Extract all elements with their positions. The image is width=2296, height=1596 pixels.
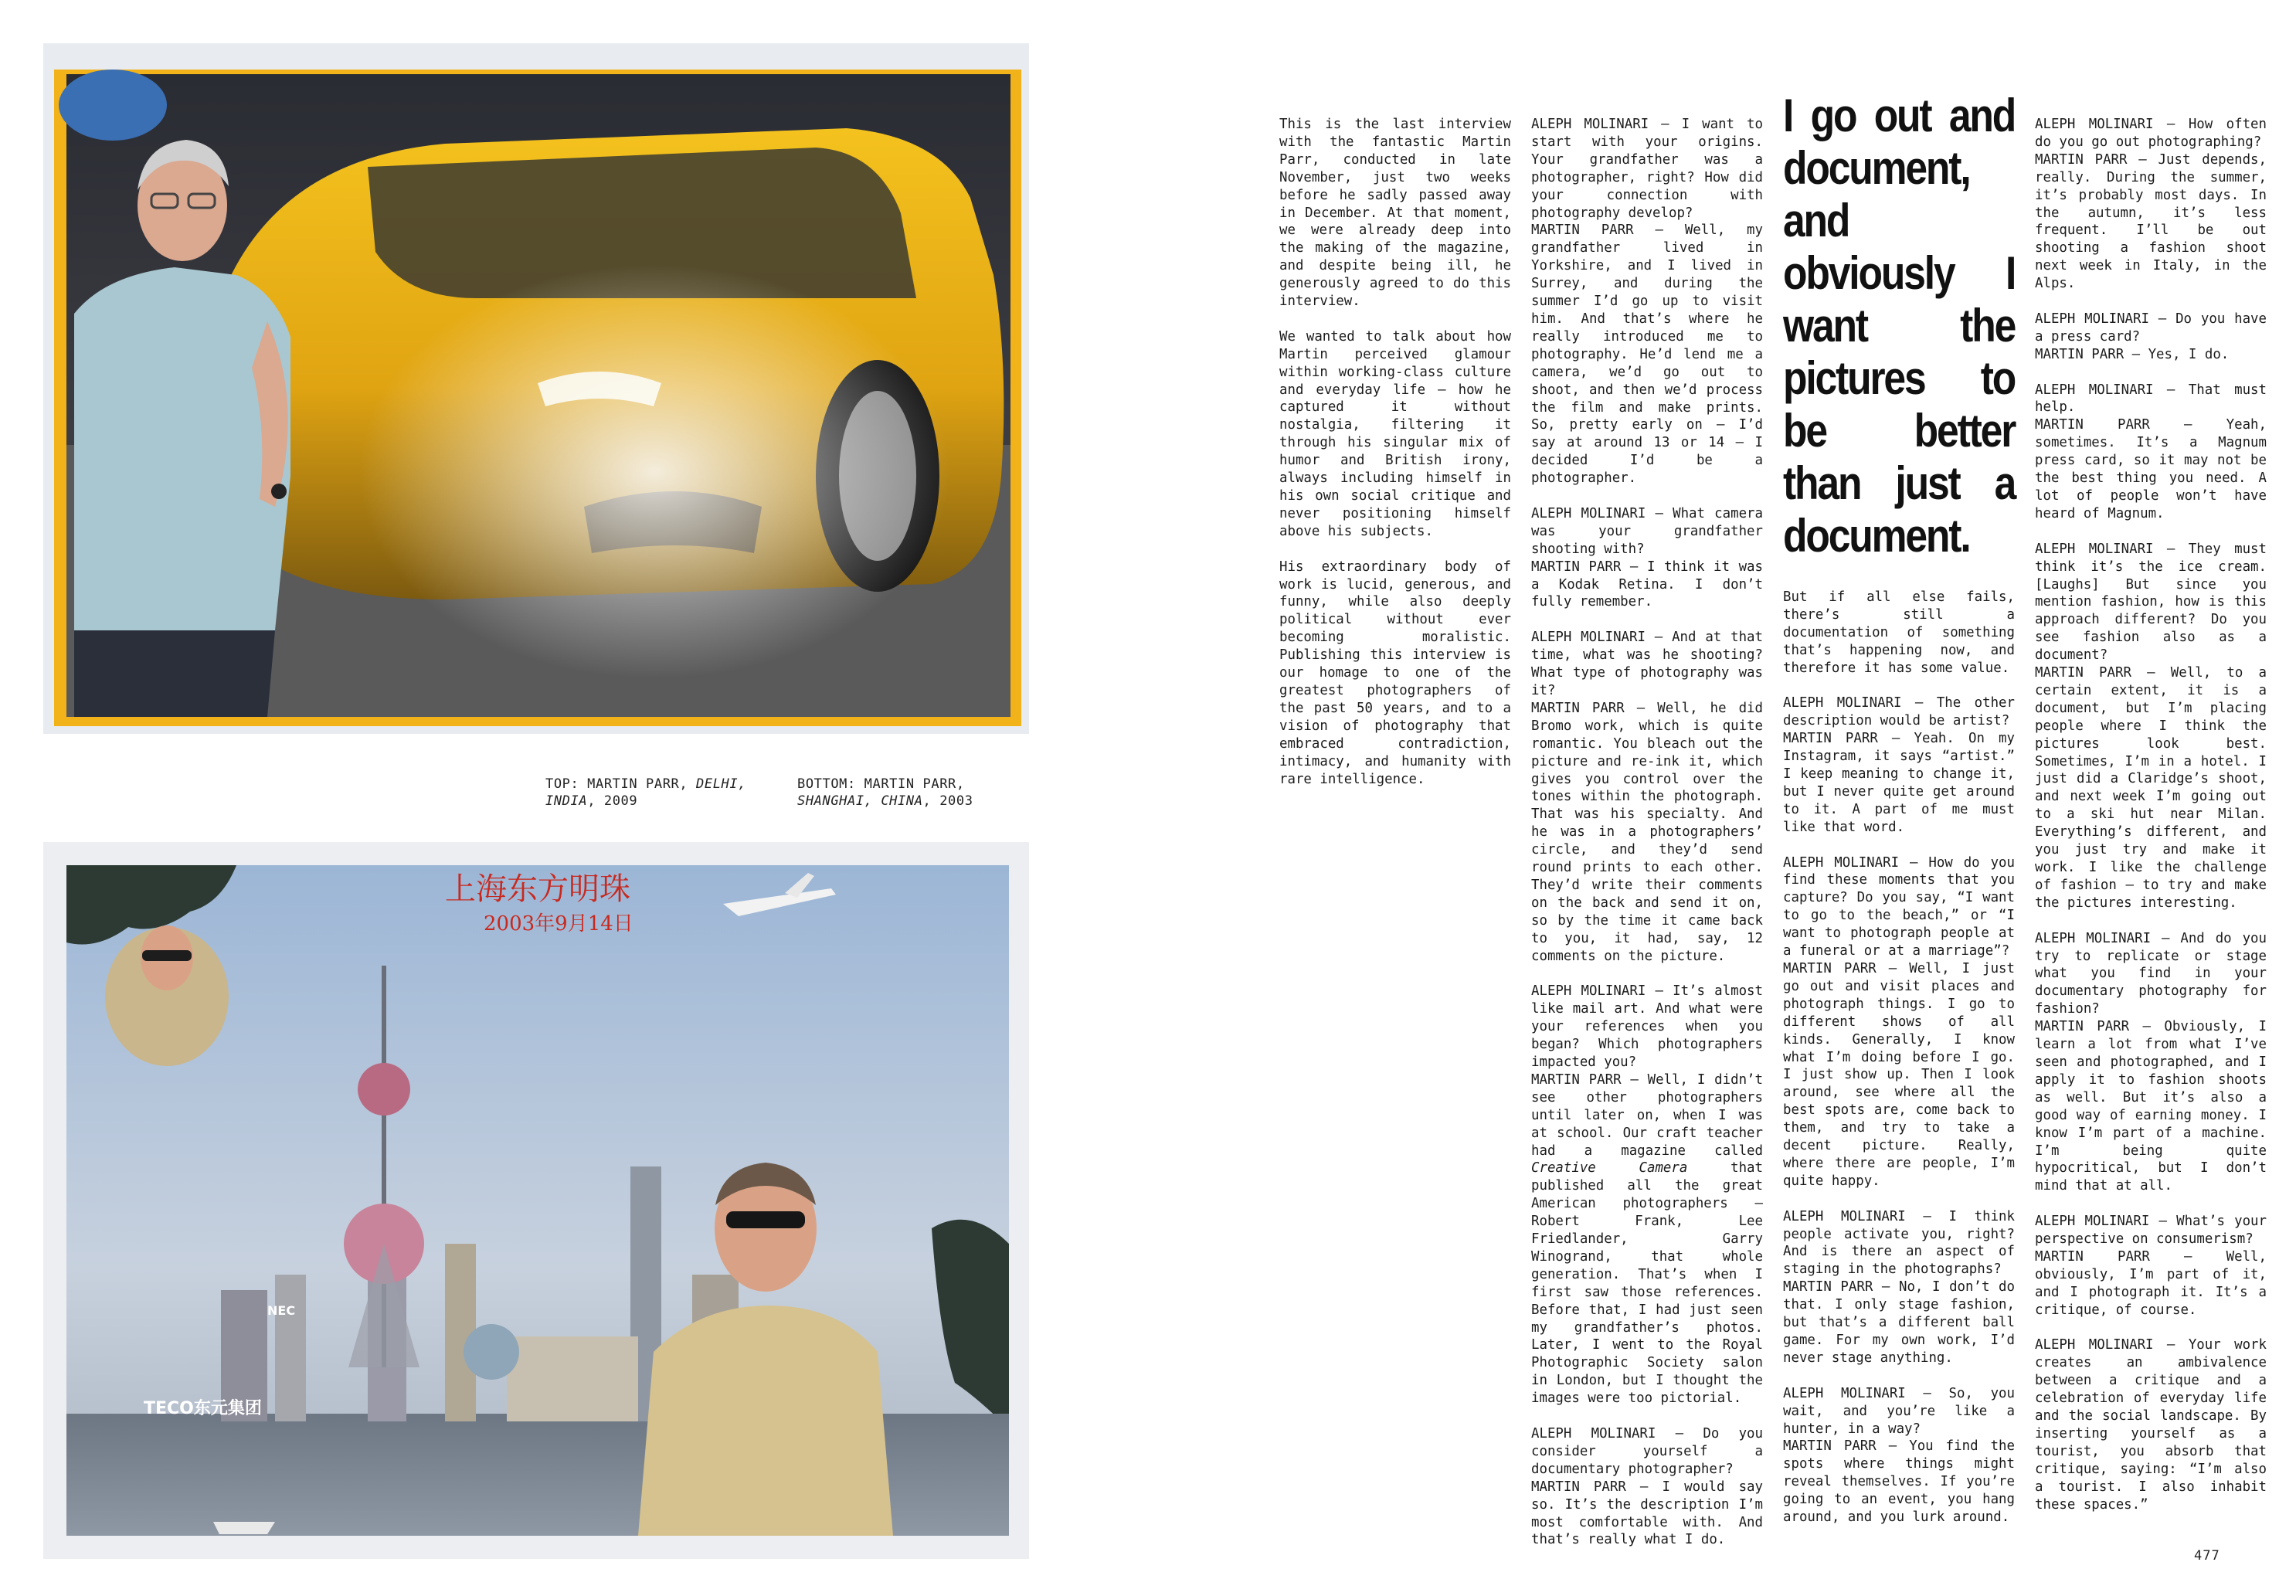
qa-block [2035,382,2267,523]
magazine-title: Creative Camera [1531,1160,1688,1177]
answer: MARTIN PARR — Yes, I do. [2035,346,2230,362]
answer: MARTIN PARR — Well, obviously, I’m part of it, and I photograph it. It’s a critique, of course. [2035,1248,2267,1318]
qa-block [1531,505,1763,611]
caption-year: , 2009 [587,793,638,809]
answer: MARTIN PARR — Obviously, I learn a lot from what I’ve seen and photographed, and I apply it to fashion shoots as well. But it’s also a good way of earning money. I know I’m part of a machine. I’m being quite hypocritical, but I don’t mind that at all. [2035,1019,2267,1194]
qa-block [1783,1385,2015,1526]
question: ALEPH MOLINARI — The other description would be artist? [1783,695,2015,729]
answer: MARTIN PARR — Yeah, sometimes. It’s a Magnum press card, so it may not be the best thing you need. A lot of people won’t have heard of Magnum. [2035,417,2267,521]
qa-block [2035,116,2267,293]
article-column-4 [2035,116,2267,1531]
question: ALEPH MOLINARI — And at that time, what was he shooting? What type of photography was it? [1531,630,1763,698]
question: ALEPH MOLINARI — What’s your perspective on consumerism? [2035,1214,2267,1248]
answer-part: that published all the great American photographers — Robert Frank, Lee Friedlander, Garry Winogrand, that whole generation. That’s when I first saw those references. Before that, I had just seen my grandfather’s photos. Later, I went to the Royal Photographic Society salon in London, but I thought the images were too pictorial. [1531,1160,1763,1407]
question: ALEPH MOLINARI — And do you try to replicate or stage what you find in your documentary photography for fashion? [2035,930,2267,1017]
caption-bottom-photo [797,776,1006,810]
photo-chinese-title: 上海东方明珠 [445,871,630,907]
qa-block [1783,1208,2015,1367]
page-number: 477 [2194,1548,2220,1564]
question: ALEPH MOLINARI — I think people activate you, right? And is there an aspect of staging in the photographs? [1783,1208,2015,1278]
answer: MARTIN PARR — Just depends, really. During the summer, it’s probably most days. In the autumn, it’s less frequent. I’ll be out shooting a fashion shoot next week in Italy, in the Alps. [2035,151,2267,292]
question: ALEPH MOLINARI — How do you find these moments that you capture? Do you say, “I want to go to the beach,” or “I want to photograph people at a funeral or at a marriage”? [1783,854,2015,959]
caption-top-photo [545,776,754,810]
answer: MARTIN PARR — You find the spots where things might reveal themselves. If you’re going to an event, you hang around, and you lurk around. [1783,1438,2015,1526]
question: ALEPH MOLINARI — What camera was your grandfather shooting with? [1531,505,1763,557]
sign-nec: NEC [267,1303,296,1318]
answer: MARTIN PARR — I would say so. It’s the description I’m most comfortable with. And that’s really what I do. [1531,1479,1763,1548]
question: ALEPH MOLINARI — I want to start with your origins. Your grandfather was a photographer, right? How did your connection with photography develop? [1531,117,1763,221]
question: ALEPH MOLINARI — Do you have a press card? [2035,311,2267,345]
answer: MARTIN PARR — Well, I just go out and visit places and photograph things. I go to different shows of all kinds. Generally, I know what I’m doing before I go. I just show up. Then I look around, see where all the best spots are, come back to them, and try to take a decent picture. Really, where there are people, I’m quite happy. [1783,961,2015,1189]
intro-paragraph: His extraordinary body of work is lucid, generous, and funny, while also deeply political without ever becoming moralistic. Publishing this interview is our homage to one of the greatest photographers of the past 50 years, and to a vision of photography that embraced contradiction, intimacy, and humanity with rare intelligence. [1279,559,1511,787]
photo-man-with-yellow-car [43,43,1029,734]
qa-block [1531,1425,1763,1549]
answer: MARTIN PARR — No, I don’t do that. I only stage fashion, but that’s a different ball game. For my own work, I’d never stage anything. [1783,1279,2015,1366]
intro-paragraph: This is the last interview with the fantastic Martin Parr, conducted in late November, just two weeks before he sadly passed away in December. At that moment, we were already deep into the making of the magazine, and despite being ill, he generously agreed to do this interview. [1279,117,1511,310]
caption-title: SHANGHAI, CHINA [797,793,923,809]
question: ALEPH MOLINARI — Your work creates an ambivalence between a critique and a celebration of everyday life and the social landscape. By inserting yourself as a tourist, you absorb that critique, saying: “I’m also a tourist. I also inhabit these spaces.” [2035,1337,2267,1513]
question: ALEPH MOLINARI — Do you consider yourself a documentary photographer? [1531,1426,1763,1477]
qa-block [2035,930,2267,1196]
top-photo [43,43,1029,734]
question: ALEPH MOLINARI — They must think it’s the ice cream. [Laughs] But since you mention fashion, how is this approach different? Do you see fashion also as a document? [2035,541,2267,664]
sign-teco: TECO东元集团 [144,1399,262,1418]
qa-block [2035,311,2267,364]
pull-quote: I go out and document, and obviously I want the pictures to be better than just a document. [1783,90,2016,562]
bottom-photo [43,842,1029,1559]
answer: MARTIN PARR — Yeah. On my Instagram, it says “artist.” I keep meaning to change it, but I never quite get around to it. A part of me must like that word. [1783,731,2015,835]
article-column-1 [1279,116,1511,806]
caption-title: DELHI, INDIA [545,776,747,809]
question: ALEPH MOLINARI — That must help. [2035,382,2267,416]
question: ALEPH MOLINARI — So, you wait, and you’re like a hunter, in a way? [1783,1385,2015,1437]
caption-prefix: TOP: MARTIN PARR, [545,776,697,792]
qa-block [2035,1336,2267,1513]
answer: MARTIN PARR — Well, to a certain extent, it is a document, but I’m placing people where I think the pictures look best. Sometimes, I’m in a hotel. I just did a Claridge’s shoot, and next week I’m going out to a ski hut near Milan. Everything’s different, and you just try and make it work. I like the challenge of fashion — to try and make the pictures interesting. [2035,665,2267,911]
question: ALEPH MOLINARI — It’s almost like mail art. And what were your references when you began? Which photographers impacted you? [1531,983,1763,1070]
article-column-2 [1531,116,1763,1567]
qa-block [1531,983,1763,1408]
question: ALEPH MOLINARI — How often do you go out photographing? [2035,117,2267,150]
caption-prefix: BOTTOM: MARTIN PARR, [797,776,965,792]
qa-block [1783,589,2015,677]
qa-block [1531,116,1763,487]
qa-block [2035,1213,2267,1319]
qa-block [1783,854,2015,1190]
answer-continuation: But if all else fails, there’s still a documentation of something that’s happening now, and therefore it has some value. [1783,589,2015,676]
qa-block [2035,541,2267,912]
answer: MARTIN PARR — Well, my grandfather lived in Yorkshire, and I lived in Surrey, and during the summer I’d go up to visit him. And that’s where he really introduced me to photography. He’d lend me a camera, we’d go out to shoot, and then we’d process the film and make prints. So, pretty early on — I’d say at around 13 or 14 — I decided I’d be a photographer. [1531,222,1763,487]
photo-date: 2003年9月14日 [484,912,633,936]
article-column-3 [1783,90,2016,1544]
answer: MARTIN PARR — Well, he did Bromo work, which is quite romantic. You bleach out the picture and re-ink it, which gives you control over the tones within the photograph. That was his specialty. And he was in a photographers’ circle, and they’d send round prints to each other. They’d write their comments on the back and send it on, so by the time it came back to you, it had, say, 12 comments on the picture. [1531,700,1763,964]
answer: MARTIN PARR — I think it was a Kodak Retina. I don’t fully remember. [1531,559,1763,610]
answer-part: MARTIN PARR — Well, I didn’t see other photographers until later on, when I was at school. Our craft teacher had a magazine called [1531,1071,1763,1159]
photo-shanghai-montage [43,842,1029,1559]
qa-block [1531,629,1763,965]
qa-block [1783,694,2015,836]
caption-year: , 2003 [922,793,973,809]
intro-paragraph: We wanted to talk about how Martin perceived glamour within working-class culture and everyday life — how he captured it without nostalgia, filtering it through his singular mix of humor and British irony, always including himself in his own social critique and never positioning himself above his subjects. [1279,328,1511,539]
